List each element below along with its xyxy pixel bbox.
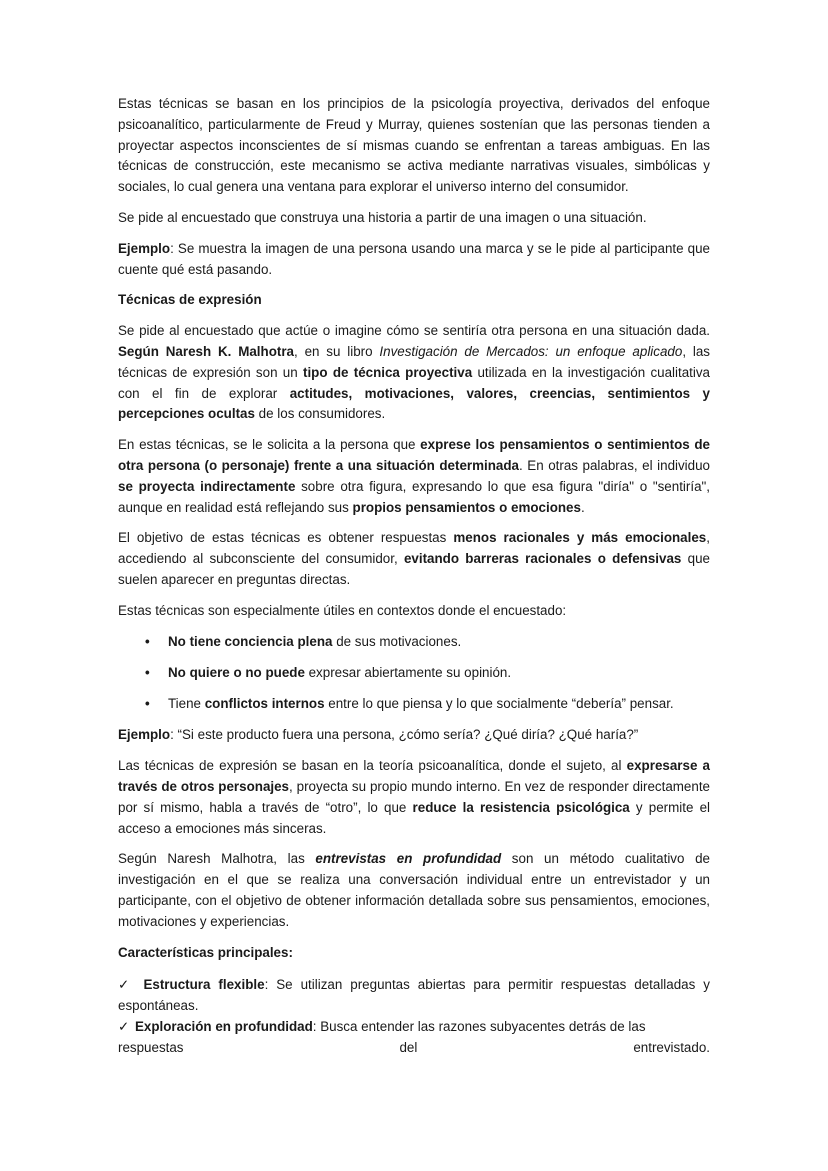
text-run: : Se utilizan preguntas abiertas para permitir respuestas detalladas y espontáneas. <box>118 977 710 1014</box>
paragraph-proyeccion-indirecta <box>118 435 710 518</box>
bold-run: evitando barreras racionales o defensivas <box>403 551 682 567</box>
text-run: son un método cualitativo de investigación en el que se realiza una conversación individual entre un entrevistador y un participante, con el objetivo de obtener información detallada sobre sus pensamientos, emociones, motivaciones y experiencias. <box>118 851 710 929</box>
ejemplo-label: Ejemplo <box>118 727 171 743</box>
bold-run: propios pensamientos o emociones <box>352 499 581 515</box>
bold-run: exprese los pensamientos o sentimientos de otra persona (o personaje) frente a una situación determinada <box>118 437 711 473</box>
word: respuestas <box>118 1039 184 1055</box>
text-run: Según Naresh Malhotra, las <box>118 851 316 867</box>
text-run: Tiene <box>168 696 205 712</box>
text-run: : Busca entender las razones subyacentes detrás de las <box>312 1018 646 1034</box>
bold-italic-run: entrevistas en profundidad <box>315 851 502 867</box>
bold-run: Exploración en profundidad <box>134 1018 313 1034</box>
text-run: El objetivo de estas técnicas es obtener respuestas <box>118 530 454 546</box>
justified-last-line <box>118 1038 710 1059</box>
list-item <box>118 663 710 684</box>
bold-run: Estructura flexible <box>143 977 265 993</box>
paragraph-psicologia-proyectiva: Estas técnicas se basan en los principios de la psicología proyectiva, derivados del enfoque psicoanalítico, particularmente de Freud y Murray, quienes sostenían que las personas tienden a proyectar aspectos inconscientes de sí mismas cuando se enfrentan a tareas ambiguas. En las técnicas de construcción, este mecanismo se activa mediante narrativas visuales, simbólicas y sociales, lo cual genera una ventana para explorar el universo interno del consumidor. <box>118 96 710 195</box>
heading-caracteristicas: Características principales: <box>118 944 293 960</box>
bold-run: conflictos internos <box>204 696 325 712</box>
text-run: entre lo que piensa y lo que socialmente “debería” pensar. <box>324 696 674 712</box>
checkmark-icon: ✓ <box>118 1018 130 1034</box>
text-run: . En otras palabras, el individuo <box>519 457 710 473</box>
bold-run: actitudes, motivaciones, valores, creencias, sentimientos y percepciones ocultas <box>118 385 710 422</box>
checkmark-icon: ✓ <box>118 977 134 993</box>
text-run: de los consumidores. <box>254 406 386 422</box>
text-run: que suelen aparecer en preguntas directas. <box>118 551 710 587</box>
bullet-list <box>118 632 710 715</box>
book-title: Investigación de Mercados: un enfoque aplicado <box>379 343 683 359</box>
text-run: En estas técnicas, se le solicita a la persona que <box>118 437 421 453</box>
bold-run: No quiere o no puede <box>168 664 305 680</box>
paragraph-ejemplo-producto <box>118 725 710 746</box>
paragraph-ejemplo-marca <box>118 239 710 281</box>
list-item <box>118 694 710 715</box>
text-run: de sus motivaciones. <box>332 633 462 649</box>
text-run: expresar abiertamente su opinión. <box>304 664 512 680</box>
text-run: , proyecta su propio mundo interno. En vez de responder directamente por sí mismo, habla a través de “otro”, lo que <box>118 779 710 815</box>
text-run: y permite el acceso a emociones más sinceras. <box>118 799 710 836</box>
paragraph-teoria-psicoanalitica <box>118 756 710 839</box>
bullet-icon: • <box>145 664 150 680</box>
bold-run: se proyecta indirectamente <box>118 478 296 494</box>
bullet-icon: • <box>145 633 150 649</box>
text-run: Se pide al encuestado que actúe o imagine cómo se sentiría otra persona en una situación dada. <box>118 323 710 339</box>
ejemplo-text: : “Si este producto fuera una persona, ¿cómo sería? ¿Qué diría? ¿Qué haría?” <box>170 727 639 743</box>
text-run: , accediendo al subconsciente del consumidor, <box>118 530 710 567</box>
text-run: Las técnicas de expresión se basan en la teoría psicoanalítica, donde el sujeto, al <box>118 758 627 774</box>
bold-run: tipo de técnica proyectiva <box>303 364 473 380</box>
bold-run: No tiene conciencia plena <box>168 633 333 649</box>
bold-run: menos racionales y más emocionales <box>453 530 707 546</box>
ejemplo-text: : Se muestra la imagen de una persona usando una marca y se le pide al participante que cuente qué está pasando. <box>118 240 710 277</box>
paragraph-malhotra-expresion <box>118 321 710 425</box>
ejemplo-label: Ejemplo <box>118 240 171 256</box>
text-run: . <box>580 499 585 515</box>
text-run: sobre otra figura, expresando lo que esa figura "diría" o "sentiría", aunque en realidad está reflejando sus <box>118 478 710 515</box>
word: entrevistado. <box>633 1039 710 1055</box>
paragraph-objetivo <box>118 528 710 590</box>
paragraph-entrevistas-profundidad <box>118 849 710 932</box>
bold-run: Según Naresh K. Malhotra <box>118 343 295 359</box>
check-item-exploracion <box>118 1017 710 1038</box>
paragraph-contextos: Estas técnicas son especialmente útiles en contextos donde el encuestado: <box>118 602 567 618</box>
text-run: utilizada en la investigación cualitativa con el fin de explorar <box>118 364 710 401</box>
word: del <box>399 1039 418 1055</box>
text-run: , en su libro <box>294 343 380 359</box>
bold-run: reduce la resistencia psicológica <box>412 799 630 815</box>
bold-run: expresarse a través de otros personajes <box>118 758 711 795</box>
list-item <box>118 632 710 653</box>
paragraph-construccion-historia: Se pide al encuestado que construya una historia a partir de una imagen o una situación. <box>118 209 647 225</box>
bullet-icon: • <box>145 696 150 712</box>
check-item-estructura <box>118 975 710 1017</box>
text-run: , las técnicas de expresión son un <box>118 343 710 380</box>
heading-tecnicas-expresion: Técnicas de expresión <box>118 292 262 308</box>
